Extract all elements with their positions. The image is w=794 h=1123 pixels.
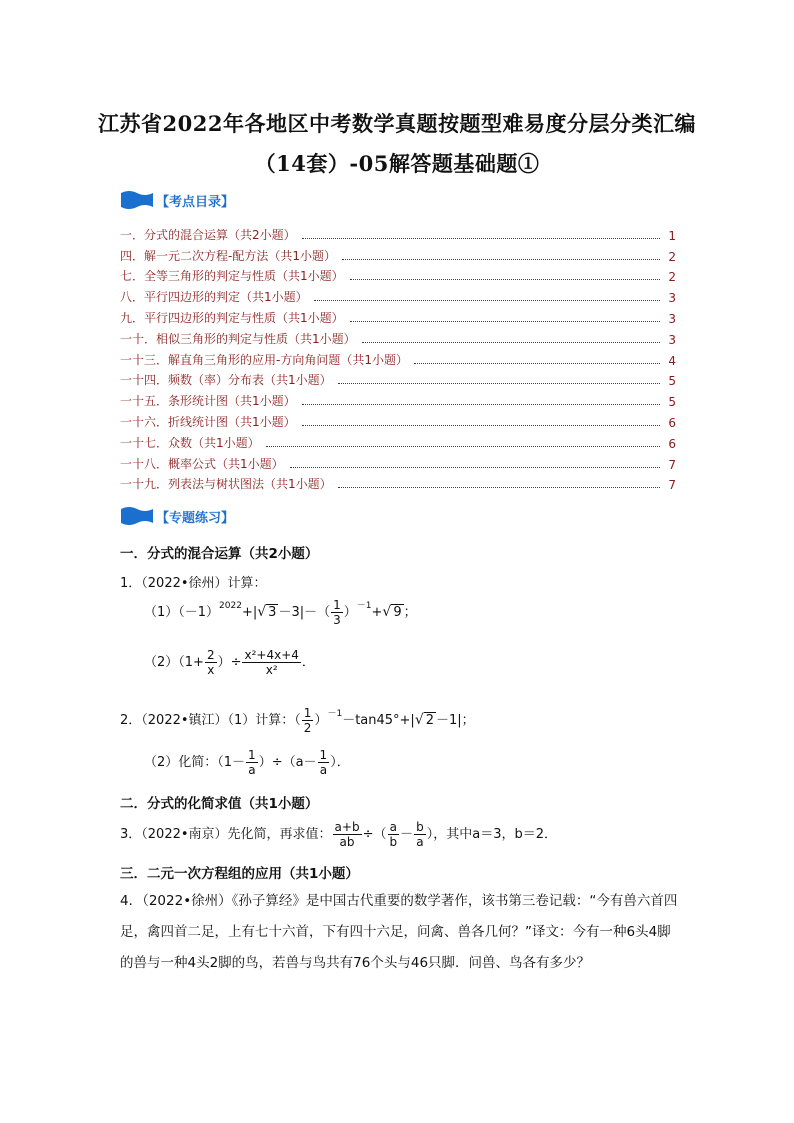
toc-item[interactable]: 一十三．解直角三角形的应用-方向角问题（共1小题） 4 (120, 352, 676, 368)
toc-item[interactable]: 一十六．折线统计图（共1小题） 6 (120, 414, 676, 430)
question-4: 4．（2022•徐州）《孙子算经》是中国古代重要的数学著作，该书第三卷记载：“今有兽六首四足，禽四首二足，上有七十六首，下有四十六足，问禽、兽各几何？”译文：今有一种6头4脚的兽与一种4头2脚的鸟，若兽与鸟共有76个头与46只脚．问兽、鸟各有多少？ (120, 893, 678, 971)
document-title-line1: 江苏省2022年各地区中考数学真题按题型难易度分层分类汇编 (98, 111, 696, 136)
question-1-part-2: （2）（1+ $\frac{2}{x}$ ）÷ $\frac{\text{x²+4x+4}}{\text{x²}}$ ． (144, 648, 315, 677)
toc-item[interactable]: 四．解一元二次方程-配方法（共1小题） 2 (120, 248, 676, 264)
toc-item[interactable]: 一十．相似三角形的判定与性质（共1小题） 3 (120, 331, 676, 347)
section-heading: 二．分式的化简求值（共1小题） (120, 796, 319, 812)
wave-flag-icon (120, 505, 154, 527)
question-2-part-2: （2）化简：（1－ $\frac{1}{a}$ ）÷（a－ $\frac{1}{a}$ ）． (144, 748, 350, 777)
toc-item[interactable]: 一十九．列表法与树状图法（共1小题） 7 (120, 477, 676, 493)
toc-header-label: 【考点目录】 (156, 194, 235, 210)
question-3: 3．（2022•南京）先化简，再求值： $\frac{a+b}{ab}$ ÷（ $\frac{a}{b}$ － $\frac{b}{a}$ ），其中a＝3，b＝2． (120, 820, 557, 849)
section-heading: 一．分式的混合运算（共2小题） (120, 546, 319, 562)
question-1-stem: 1．（2022•徐州）计算： (120, 576, 267, 591)
toc-item[interactable]: 一．分式的混合运算（共2小题） 1 (120, 227, 676, 243)
section-heading: 三．二元一次方程组的应用（共1小题） (120, 866, 359, 882)
toc-item[interactable]: 一十八．概率公式（共1小题） 7 (120, 456, 676, 472)
toc-item[interactable]: 九．平行四边形的判定与性质（共1小题） 3 (120, 310, 676, 326)
toc-header (120, 188, 234, 212)
toc-item[interactable]: 七．全等三角形的判定与性质（共1小题） 2 (120, 269, 676, 285)
question-1-part-1: $(1)(-1)^{2022}+|√$ 3 －3|－（ $\frac{1}{3}$ ）$^{-1}$+√ 9 ； (144, 598, 417, 627)
toc-item[interactable]: 八．平行四边形的判定（共1小题） 3 (120, 290, 676, 306)
document-title-line2: （14套）-05解答题基础题① (254, 151, 540, 176)
practice-header (120, 504, 234, 528)
wave-flag-icon (120, 189, 154, 211)
table-of-contents (120, 222, 676, 492)
toc-item[interactable]: 一十七．众数（共1小题） 6 (120, 435, 676, 451)
practice-header-label: 【专题练习】 (156, 510, 235, 526)
question-2-part-1: 2．（2022•镇江）（1）计算：（ $\frac{1}{2}$ ）$^{-1}$－tan45°+|√ 2 －1|； (120, 706, 475, 735)
toc-item[interactable]: 一十五．条形统计图（共1小题） 5 (120, 394, 676, 410)
toc-item[interactable]: 一十四．频数（率）分布表（共1小题） 5 (120, 373, 676, 389)
